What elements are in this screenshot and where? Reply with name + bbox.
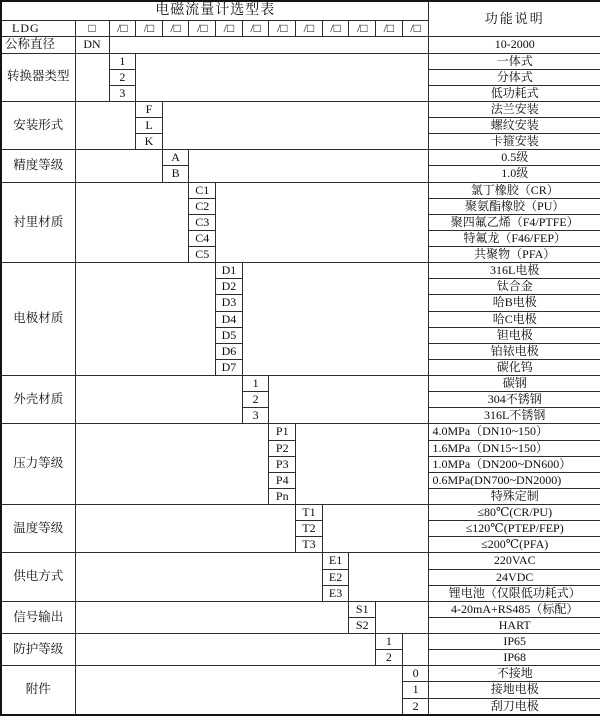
option-description-cell: 钛合金 <box>429 279 600 295</box>
option-description-cell: 316L不锈钢 <box>429 408 600 424</box>
spec-row <box>1 666 600 682</box>
option-code-cell: D3 <box>216 295 243 311</box>
option-code-cell: F <box>136 101 163 117</box>
option-code-cell: D6 <box>216 343 243 359</box>
option-description-cell: 220VAC <box>429 553 600 569</box>
option-description-cell: 特氟龙（F46/FEP） <box>429 230 600 246</box>
option-code-cell: C4 <box>189 230 216 246</box>
option-description-cell: 分体式 <box>429 69 600 85</box>
option-description-cell: 低功耗式 <box>429 85 600 101</box>
spec-row <box>1 263 600 279</box>
filler-cell <box>75 101 136 149</box>
option-code-cell: 2 <box>376 650 403 666</box>
option-code-cell: L <box>136 118 163 134</box>
section-label: 附件 <box>1 666 75 715</box>
option-code-cell: A <box>162 150 189 166</box>
filler-cell <box>75 553 322 601</box>
code-box: /□ <box>322 20 349 36</box>
filler-cell <box>75 601 349 633</box>
option-code-cell: C1 <box>189 182 216 198</box>
section-label: 电极材质 <box>1 263 75 376</box>
option-code-cell: E1 <box>322 553 349 569</box>
filler-cell <box>75 424 269 505</box>
option-description-cell: ≤200℃(PFA) <box>429 537 600 553</box>
code-box: /□ <box>376 20 403 36</box>
option-code-cell: P1 <box>269 424 296 440</box>
option-description-cell: 氯丁橡胶（CR） <box>429 182 600 198</box>
spec-row <box>1 150 600 166</box>
option-description-cell: 不接地 <box>429 666 600 682</box>
option-description-cell: 一体式 <box>429 53 600 69</box>
code-box: /□ <box>242 20 269 36</box>
option-description-cell: ≤80℃(CR/PU) <box>429 505 600 521</box>
filler-cell <box>296 424 429 505</box>
spec-row <box>1 505 600 521</box>
option-code-cell: T3 <box>296 537 323 553</box>
section-label: 压力等级 <box>1 424 75 505</box>
option-description-cell: 聚四氟乙烯（F4/PTFE） <box>429 214 600 230</box>
option-description-cell: 316L电极 <box>429 263 600 279</box>
filler-cell <box>75 634 376 666</box>
option-code-cell: P4 <box>269 472 296 488</box>
filler-cell <box>75 505 296 553</box>
code-box: /□ <box>162 20 189 36</box>
option-code-cell: E2 <box>322 569 349 585</box>
option-code-cell: C2 <box>189 198 216 214</box>
option-code-cell: S1 <box>349 601 376 617</box>
option-description-cell: 1.0级 <box>429 166 600 182</box>
option-description-cell: 10-2000 <box>429 36 600 53</box>
option-description-cell: 聚氨酯橡胶（PU） <box>429 198 600 214</box>
spec-row <box>1 601 600 617</box>
option-code-cell: DN <box>75 36 109 53</box>
option-code-cell: 2 <box>242 392 269 408</box>
filler-cell <box>269 376 429 424</box>
option-code-cell: D5 <box>216 327 243 343</box>
filler-cell <box>75 263 216 376</box>
code-box: /□ <box>296 20 323 36</box>
option-description-cell: 哈B电极 <box>429 295 600 311</box>
option-description-cell: 钽电极 <box>429 327 600 343</box>
option-description-cell: 卡箍安装 <box>429 134 600 150</box>
spec-row <box>1 53 600 69</box>
option-description-cell: 304不锈钢 <box>429 392 600 408</box>
option-description-cell: 锂电池（仅限低功耗式） <box>429 585 600 601</box>
filler-cell <box>402 634 429 666</box>
option-description-cell: 螺纹安装 <box>429 118 600 134</box>
section-label: 精度等级 <box>1 150 75 182</box>
option-description-cell: 4.0MPa（DN10~150） <box>429 424 600 440</box>
code-box: /□ <box>109 20 136 36</box>
option-code-cell: 1 <box>402 682 429 698</box>
filler-cell <box>75 376 242 424</box>
section-rows <box>1 36 600 715</box>
spec-row <box>1 634 600 650</box>
option-description-cell: IP65 <box>429 634 600 650</box>
table-title: 电磁流量计选型表 <box>1 1 429 20</box>
option-description-cell: IP68 <box>429 650 600 666</box>
code-box: □ <box>75 20 109 36</box>
filler-cell <box>136 53 429 101</box>
model-prefix: LDG <box>1 20 75 36</box>
filler-cell <box>216 182 429 263</box>
option-description-cell: HART <box>429 617 600 633</box>
section-label: 信号输出 <box>1 601 75 633</box>
option-description-cell: 1.0MPa（DN200~DN600） <box>429 456 600 472</box>
option-code-cell: K <box>136 134 163 150</box>
option-description-cell: 4-20mA+RS485（标配） <box>429 601 600 617</box>
code-box: /□ <box>216 20 243 36</box>
option-code-cell: 3 <box>242 408 269 424</box>
option-description-cell: 0.5级 <box>429 150 600 166</box>
option-description-cell: 碳钢 <box>429 376 600 392</box>
spec-row <box>1 101 600 117</box>
option-code-cell: S2 <box>349 617 376 633</box>
option-description-cell: 法兰安装 <box>429 101 600 117</box>
filler-cell <box>75 53 109 101</box>
filler-cell <box>322 505 429 553</box>
option-code-cell: B <box>162 166 189 182</box>
option-code-cell: D7 <box>216 359 243 375</box>
spec-row <box>1 424 600 440</box>
option-code-cell: 3 <box>109 85 136 101</box>
function-description-header: 功能说明 <box>429 1 600 36</box>
code-box: /□ <box>349 20 376 36</box>
option-description-cell: 接地电极 <box>429 682 600 698</box>
option-code-cell: P3 <box>269 456 296 472</box>
code-box: /□ <box>269 20 296 36</box>
filler-cell <box>109 36 429 53</box>
option-code-cell: 1 <box>109 53 136 69</box>
option-code-cell: D1 <box>216 263 243 279</box>
filler-cell <box>162 101 429 149</box>
spec-row <box>1 182 600 198</box>
filler-cell <box>376 601 429 633</box>
option-description-cell: 特殊定制 <box>429 488 600 504</box>
section-label: 安装形式 <box>1 101 75 149</box>
section-label: 防护等级 <box>1 634 75 666</box>
section-label: 外壳材质 <box>1 376 75 424</box>
code-box: /□ <box>402 20 429 36</box>
option-code-cell: C5 <box>189 247 216 263</box>
option-code-cell: 1 <box>242 376 269 392</box>
section-label: 公称直径 <box>1 36 75 53</box>
spec-row <box>1 376 600 392</box>
filler-cell <box>242 263 429 376</box>
option-code-cell: 2 <box>109 69 136 85</box>
option-description-cell: 刮刀电极 <box>429 698 600 715</box>
title-row <box>1 1 600 20</box>
header-rows <box>1 1 600 36</box>
option-code-cell: D4 <box>216 311 243 327</box>
spec-row <box>1 553 600 569</box>
section-label: 供电方式 <box>1 553 75 601</box>
spec-row <box>1 36 600 53</box>
option-code-cell: 0 <box>402 666 429 682</box>
filler-cell <box>75 666 402 715</box>
option-code-cell: E3 <box>322 585 349 601</box>
option-description-cell: 碳化钨 <box>429 359 600 375</box>
section-label: 衬里材质 <box>1 182 75 263</box>
option-code-cell: P2 <box>269 440 296 456</box>
section-label: 转换器类型 <box>1 53 75 101</box>
filler-cell <box>349 553 429 601</box>
filler-cell <box>189 150 429 182</box>
option-code-cell: C3 <box>189 214 216 230</box>
option-code-cell: T2 <box>296 521 323 537</box>
option-code-cell: T1 <box>296 505 323 521</box>
option-code-cell: 2 <box>402 698 429 715</box>
code-box: /□ <box>136 20 163 36</box>
option-description-cell: 0.6MPa(DN700~DN2000) <box>429 472 600 488</box>
option-description-cell: 哈C电极 <box>429 311 600 327</box>
option-code-cell: 1 <box>376 634 403 650</box>
code-box: /□ <box>189 20 216 36</box>
option-code-cell: D2 <box>216 279 243 295</box>
option-description-cell: ≤120℃(PTEP/FEP) <box>429 521 600 537</box>
option-description-cell: 铂铱电极 <box>429 343 600 359</box>
option-description-cell: 1.6MPa（DN15~150） <box>429 440 600 456</box>
section-label: 温度等级 <box>1 505 75 553</box>
option-description-cell: 共聚物（PFA） <box>429 247 600 263</box>
filler-cell <box>75 150 162 182</box>
option-description-cell: 24VDC <box>429 569 600 585</box>
option-code-cell: Pn <box>269 488 296 504</box>
filler-cell <box>75 182 189 263</box>
